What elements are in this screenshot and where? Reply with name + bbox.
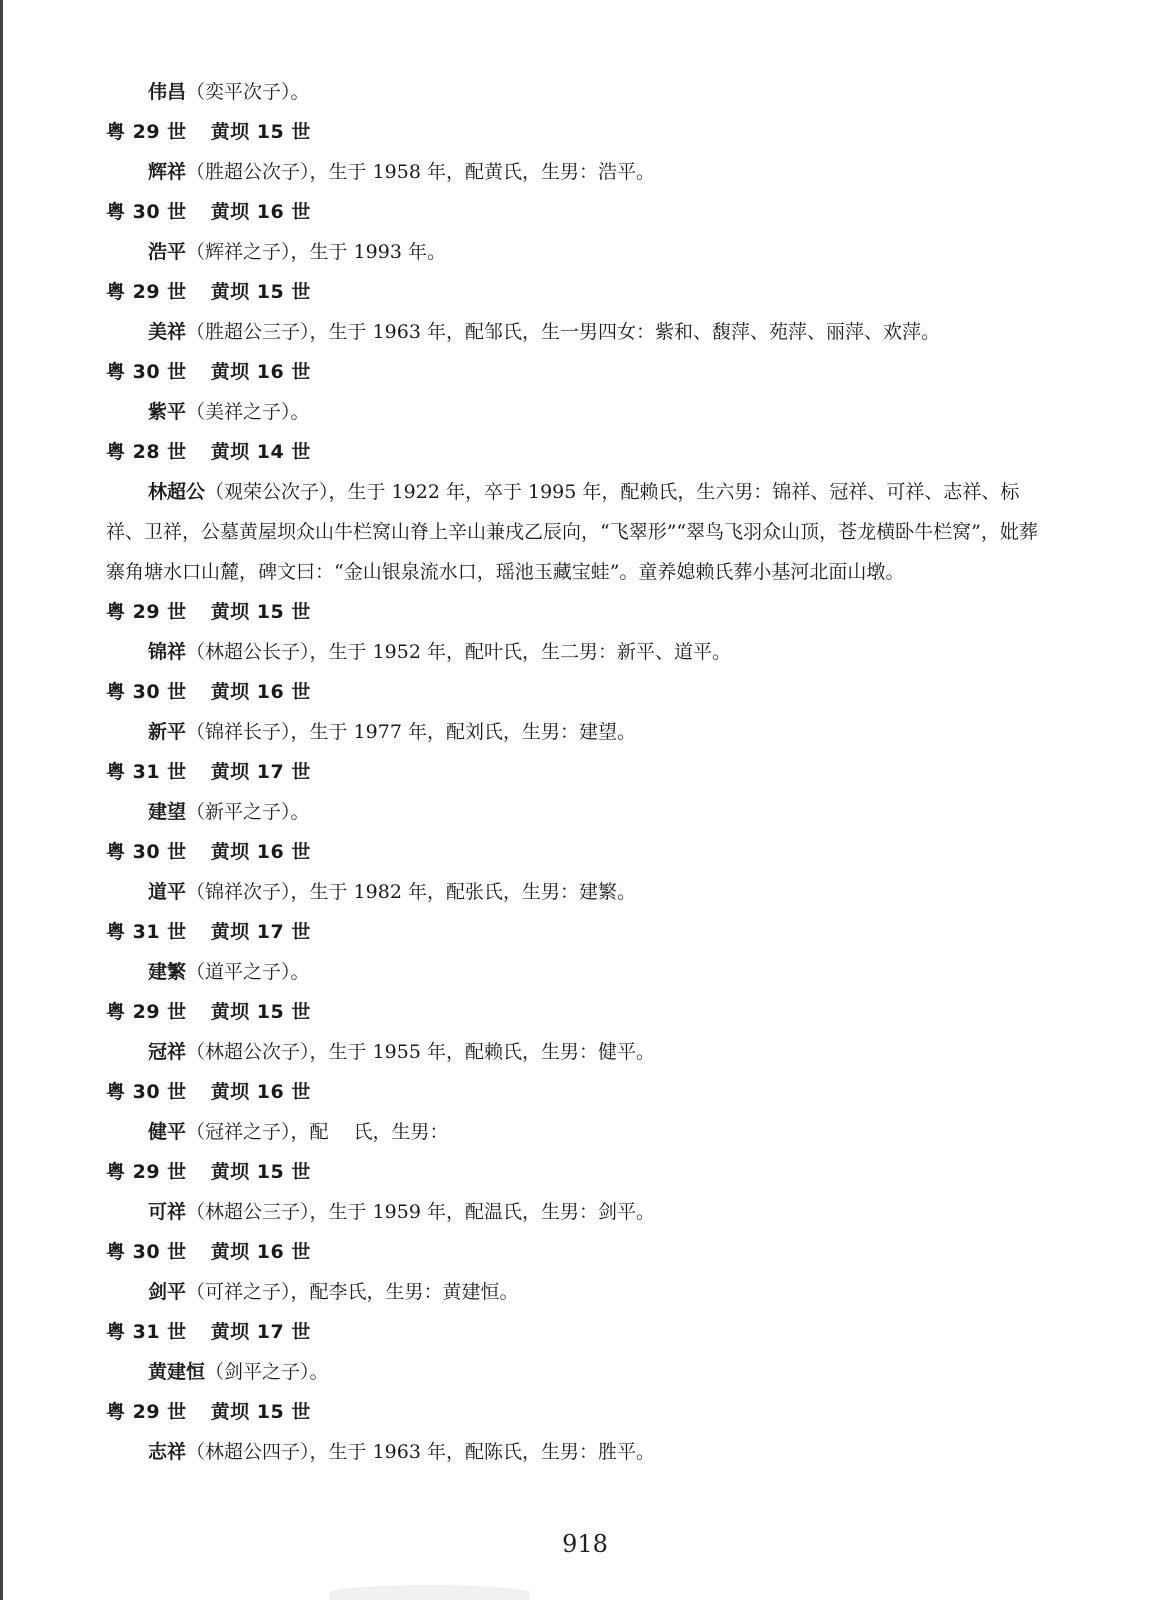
person-entry [106, 952, 1046, 992]
genealogy-content [106, 72, 1046, 1472]
generation-huangba: 黄坝 15 世 [210, 121, 311, 143]
generation-huangba: 黄坝 16 世 [210, 361, 311, 383]
generation-huangba: 黄坝 17 世 [210, 1321, 311, 1343]
generation-yue: 粤 30 世 [106, 361, 187, 383]
generation-huangba: 黄坝 16 世 [210, 201, 311, 223]
page-number: 918 [562, 1530, 608, 1558]
generation-huangba: 黄坝 14 世 [210, 441, 311, 463]
generation-yue: 粤 31 世 [106, 921, 187, 943]
person-name: 林超公 [148, 481, 206, 503]
person-entry [106, 72, 1046, 112]
person-entry [106, 1112, 1046, 1152]
generation-huangba: 黄坝 15 世 [210, 1401, 311, 1423]
generation-huangba: 黄坝 17 世 [210, 761, 311, 783]
person-name: 志祥 [148, 1441, 187, 1463]
person-description: （冠祥之子），配 氏，生男： [186, 1121, 449, 1143]
person-description: （锦祥长子），生于 1977 年，配刘氏，生男：建望。 [186, 721, 636, 743]
person-entry [106, 712, 1046, 752]
generation-yue: 粤 29 世 [106, 1001, 187, 1023]
generation-heading [106, 112, 1046, 152]
generation-huangba: 黄坝 15 世 [210, 601, 311, 623]
person-name: 新平 [148, 721, 187, 743]
person-description: （林超公四子），生于 1963 年，配陈氏，生男：胜平。 [186, 1441, 655, 1463]
generation-yue: 粤 30 世 [106, 1241, 187, 1263]
generation-yue: 粤 28 世 [106, 441, 187, 463]
person-name: 浩平 [148, 241, 187, 263]
person-description: （可祥之子），配李氏，生男：黄建恒。 [186, 1281, 519, 1303]
generation-heading [106, 592, 1046, 632]
generation-heading [106, 1312, 1046, 1352]
person-description: （林超公三子），生于 1959 年，配温氏，生男：剑平。 [186, 1201, 655, 1223]
generation-heading [106, 192, 1046, 232]
generation-heading [106, 1232, 1046, 1272]
person-name: 道平 [148, 881, 187, 903]
generation-yue: 粤 29 世 [106, 1401, 187, 1423]
generation-huangba: 黄坝 15 世 [210, 1001, 311, 1023]
person-entry [106, 1432, 1046, 1472]
generation-heading [106, 832, 1046, 872]
scan-smudge [330, 1585, 530, 1600]
generation-heading [106, 1152, 1046, 1192]
person-entry [106, 872, 1046, 912]
person-name: 伟昌 [148, 81, 187, 103]
person-description: （辉祥之子），生于 1993 年。 [186, 241, 446, 263]
person-name: 辉祥 [148, 161, 187, 183]
person-name: 美祥 [148, 321, 187, 343]
person-entry [106, 312, 1046, 352]
person-entry [106, 472, 1046, 592]
person-name: 剑平 [148, 1281, 187, 1303]
person-description: （奕平次子）。 [186, 81, 310, 103]
person-description: （新平之子）。 [186, 801, 310, 823]
person-name: 黄建恒 [148, 1361, 206, 1383]
generation-yue: 粤 31 世 [106, 1321, 187, 1343]
person-entry [106, 632, 1046, 672]
person-name: 可祥 [148, 1201, 187, 1223]
generation-yue: 粤 29 世 [106, 281, 187, 303]
person-description: （锦祥次子），生于 1982 年，配张氏，生男：建繁。 [186, 881, 636, 903]
person-name: 锦祥 [148, 641, 187, 663]
generation-heading [106, 272, 1046, 312]
person-description: （美祥之子）。 [186, 401, 310, 423]
person-entry [106, 1272, 1046, 1312]
person-description: （林超公次子），生于 1955 年，配赖氏，生男：健平。 [186, 1041, 655, 1063]
generation-yue: 粤 31 世 [106, 761, 187, 783]
generation-yue: 粤 30 世 [106, 1081, 187, 1103]
person-description: （剑平之子）。 [205, 1361, 329, 1383]
person-name: 健平 [148, 1121, 187, 1143]
person-entry [106, 392, 1046, 432]
generation-heading [106, 672, 1046, 712]
person-description: （道平之子）。 [186, 961, 310, 983]
generation-yue: 粤 29 世 [106, 601, 187, 623]
generation-huangba: 黄坝 16 世 [210, 681, 311, 703]
generation-heading [106, 912, 1046, 952]
generation-yue: 粤 29 世 [106, 1161, 187, 1183]
person-entry [106, 152, 1046, 192]
person-description: （观荣公次子），生于 1922 年，卒于 1995 年，配赖氏，生六男：锦祥、冠祥、可祥、志祥、标祥、卫祥，公墓黄屋坝众山牛栏窝山脊上辛山兼戌乙辰向，“飞翠形”“翠鸟飞羽众山顶，苍龙横卧牛栏窝”，妣葬寨角塘水口山麓，碑文曰：“金山银泉流水口，瑶池玉藏宝蛙”。童养媳赖氏葬小基河北面山墩。 [106, 481, 1038, 583]
generation-heading [106, 752, 1046, 792]
generation-heading [106, 1072, 1046, 1112]
generation-huangba: 黄坝 15 世 [210, 281, 311, 303]
generation-yue: 粤 29 世 [106, 121, 187, 143]
generation-heading [106, 992, 1046, 1032]
generation-huangba: 黄坝 16 世 [210, 1081, 311, 1103]
generation-huangba: 黄坝 16 世 [210, 841, 311, 863]
generation-yue: 粤 30 世 [106, 841, 187, 863]
generation-heading [106, 1392, 1046, 1432]
generation-huangba: 黄坝 15 世 [210, 1161, 311, 1183]
generation-huangba: 黄坝 17 世 [210, 921, 311, 943]
generation-heading [106, 432, 1046, 472]
person-description: （林超公长子），生于 1952 年，配叶氏，生二男：新平、道平。 [186, 641, 731, 663]
scan-edge [0, 0, 3, 1600]
generation-yue: 粤 30 世 [106, 201, 187, 223]
person-entry [106, 232, 1046, 272]
person-entry [106, 1192, 1046, 1232]
generation-heading [106, 352, 1046, 392]
person-name: 冠祥 [148, 1041, 187, 1063]
person-entry [106, 1032, 1046, 1072]
person-entry [106, 792, 1046, 832]
person-entry [106, 1352, 1046, 1392]
person-name: 建望 [148, 801, 187, 823]
generation-huangba: 黄坝 16 世 [210, 1241, 311, 1263]
person-description: （胜超公三子），生于 1963 年，配邹氏，生一男四女：紫和、馥萍、苑萍、丽萍、欢萍。 [186, 321, 940, 343]
generation-yue: 粤 30 世 [106, 681, 187, 703]
person-name: 建繁 [148, 961, 187, 983]
person-description: （胜超公次子），生于 1958 年，配黄氏，生男：浩平。 [186, 161, 655, 183]
person-name: 紫平 [148, 401, 187, 423]
